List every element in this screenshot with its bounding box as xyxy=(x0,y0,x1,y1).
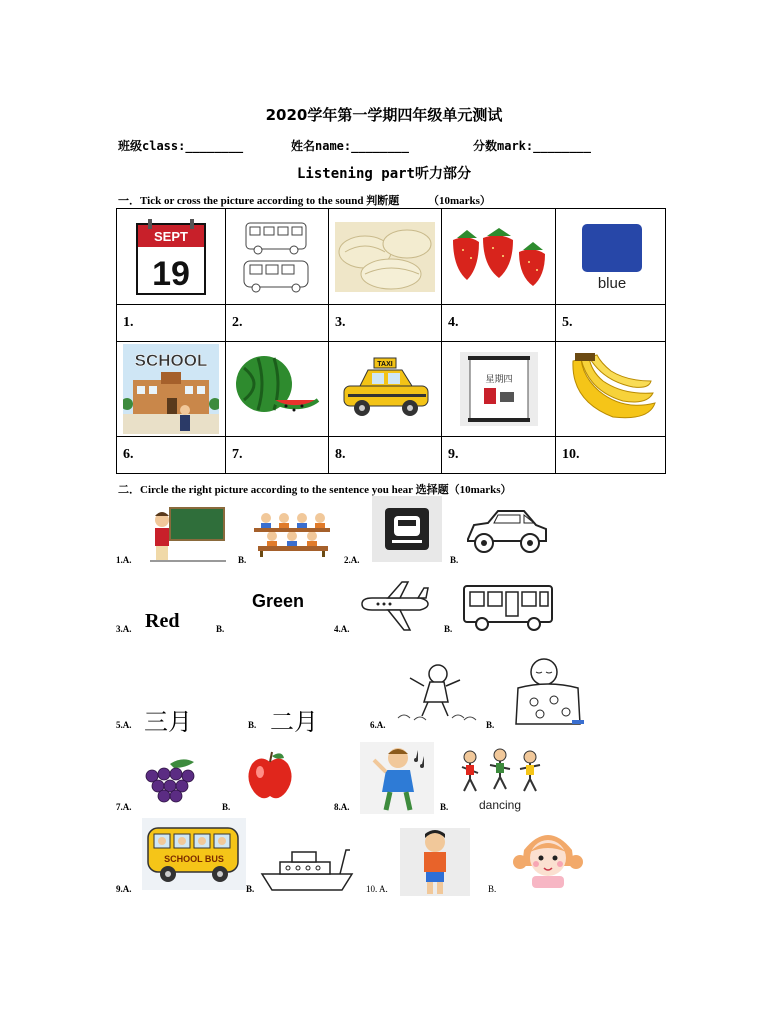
blue-swatch-icon xyxy=(576,222,646,292)
calendar-scroll-icon xyxy=(460,352,538,426)
q3-b-label: B. xyxy=(216,624,225,634)
q8-b-label: B. xyxy=(440,802,449,812)
q6-option-a-picture[interactable] xyxy=(394,656,480,728)
grapes-icon xyxy=(142,756,202,804)
grid-cell-picture-3[interactable] xyxy=(329,209,442,305)
q10-option-a-picture[interactable] xyxy=(400,828,470,900)
train-sign-icon xyxy=(372,496,442,562)
q9-option-a-picture[interactable] xyxy=(142,818,246,894)
q5-b-label: B. xyxy=(248,720,257,730)
section-1-picture-grid xyxy=(116,208,666,474)
q5-option-b-february[interactable]: 二月 xyxy=(270,708,318,736)
boy-singing-icon xyxy=(360,742,434,814)
q8-option-b-picture[interactable] xyxy=(454,745,548,819)
apple-icon xyxy=(240,746,300,806)
q7-b-label: B. xyxy=(222,802,231,812)
grid-number-10: 10. xyxy=(556,437,666,474)
grid-number-6: 6. xyxy=(117,437,226,474)
grid-cell-picture-4[interactable] xyxy=(442,209,556,305)
q3-option-b-green[interactable]: Green xyxy=(252,591,305,611)
section-2-heading: 二．Circle the right picture according to the sentence you hear 选择题（10marks） xyxy=(118,484,512,496)
calendar-month: SEPT xyxy=(154,228,188,244)
grid-cell-picture-7[interactable] xyxy=(226,342,329,437)
girl-face-icon xyxy=(512,826,584,890)
dumplings-icon xyxy=(335,222,435,292)
grid-cell-picture-9[interactable] xyxy=(442,342,556,437)
section-1-heading xyxy=(118,192,491,208)
q10-b-label: B. xyxy=(488,884,497,894)
q6-a-label: 6.A. xyxy=(370,720,386,730)
school-caption: SCHOOL xyxy=(134,351,208,370)
q5-a-label: 5.A. xyxy=(116,720,132,730)
grid-cell-picture-8[interactable] xyxy=(329,342,442,437)
teacher-chalkboard-icon xyxy=(150,506,226,564)
classroom-students-icon xyxy=(252,508,332,558)
q1-option-a-picture[interactable] xyxy=(150,506,226,568)
watermelon-icon xyxy=(232,354,322,424)
q3-option-a-red[interactable]: Red xyxy=(145,610,180,632)
q1-option-b-picture[interactable] xyxy=(252,508,332,562)
class-field[interactable]: 班级class:________ xyxy=(118,139,244,153)
taxi-icon xyxy=(338,356,432,422)
children-dancing-icon xyxy=(454,745,548,815)
q5-option-a-march[interactable]: 三月 xyxy=(144,708,192,736)
grid-cell-picture-1[interactable] xyxy=(117,209,226,305)
dancing-caption: dancing xyxy=(478,798,522,812)
name-field[interactable]: 姓名name:________ xyxy=(291,139,409,153)
q4-a-label: 4.A. xyxy=(334,624,350,634)
mark-field[interactable]: 分数mark:________ xyxy=(473,139,591,153)
q1-b-label: B. xyxy=(238,555,247,565)
section-1-marks: （10marks） xyxy=(427,195,491,207)
buses-icon xyxy=(240,217,314,297)
grid-cell-picture-6[interactable] xyxy=(117,342,226,437)
q2-option-a-picture[interactable] xyxy=(372,496,442,566)
bus-outline-icon xyxy=(462,584,556,632)
school-bus-caption: SCHOOL BUS xyxy=(164,854,224,864)
q3-a-label: 3.A. xyxy=(116,624,132,634)
school-icon xyxy=(123,344,219,434)
section-1-instructions: 一．Tick or cross the picture according to the sound 判断题 xyxy=(118,195,400,207)
taxi-caption: TAXI xyxy=(377,361,393,368)
q2-b-label: B. xyxy=(450,555,459,565)
blue-caption: blue xyxy=(597,274,626,292)
school-bus-icon xyxy=(142,818,246,890)
q4-option-a-picture[interactable] xyxy=(358,580,430,636)
q7-option-a-picture[interactable] xyxy=(142,756,202,808)
q9-b-label: B. xyxy=(246,884,255,894)
q6-option-b-picture[interactable] xyxy=(510,654,586,734)
grid-number-5: 5. xyxy=(556,305,666,342)
q7-option-b-picture[interactable] xyxy=(240,746,300,810)
bananas-icon xyxy=(563,351,659,427)
page-title: 2020学年第一学期四年级单元测试 xyxy=(265,106,503,124)
q2-option-b-picture[interactable] xyxy=(464,507,550,561)
q10-a-label: 10. A. xyxy=(366,884,388,894)
grid-number-8: 8. xyxy=(329,437,442,474)
car-outline-icon xyxy=(464,507,550,557)
calendar-day: 19 xyxy=(152,254,190,293)
grid-number-9: 9. xyxy=(442,437,556,474)
child-playing-leaves-icon xyxy=(394,656,480,724)
q2-a-label: 2.A. xyxy=(344,555,360,565)
q10-option-b-picture[interactable] xyxy=(512,826,584,894)
strawberries-icon xyxy=(445,226,553,288)
q8-a-label: 8.A. xyxy=(334,802,350,812)
ship-outline-icon xyxy=(260,846,356,894)
q4-b-label: B. xyxy=(444,624,453,634)
q6-b-label: B. xyxy=(486,720,495,730)
grid-cell-picture-10[interactable] xyxy=(556,342,666,437)
listening-part-heading: Listening part听力部分 xyxy=(296,166,471,182)
q1-a-label: 1.A. xyxy=(116,555,132,565)
calendar-icon xyxy=(128,215,214,299)
q9-option-b-picture[interactable] xyxy=(260,846,356,898)
grid-cell-picture-5[interactable] xyxy=(556,209,666,305)
q9-a-label: 9.A. xyxy=(116,884,132,894)
q8-option-a-picture[interactable] xyxy=(360,742,434,818)
airplane-icon xyxy=(358,580,430,632)
grid-number-4: 4. xyxy=(442,305,556,342)
grid-cell-picture-2[interactable] xyxy=(226,209,329,305)
grid-number-1: 1. xyxy=(117,305,226,342)
q4-option-b-picture[interactable] xyxy=(462,584,556,636)
boy-standing-icon xyxy=(400,828,470,896)
grid-number-2: 2. xyxy=(226,305,329,342)
weekday-caption: 星期四 xyxy=(484,374,513,384)
grid-number-7: 7. xyxy=(226,437,329,474)
child-sleeping-icon xyxy=(510,654,586,730)
grid-number-3: 3. xyxy=(329,305,442,342)
q7-a-label: 7.A. xyxy=(116,802,132,812)
